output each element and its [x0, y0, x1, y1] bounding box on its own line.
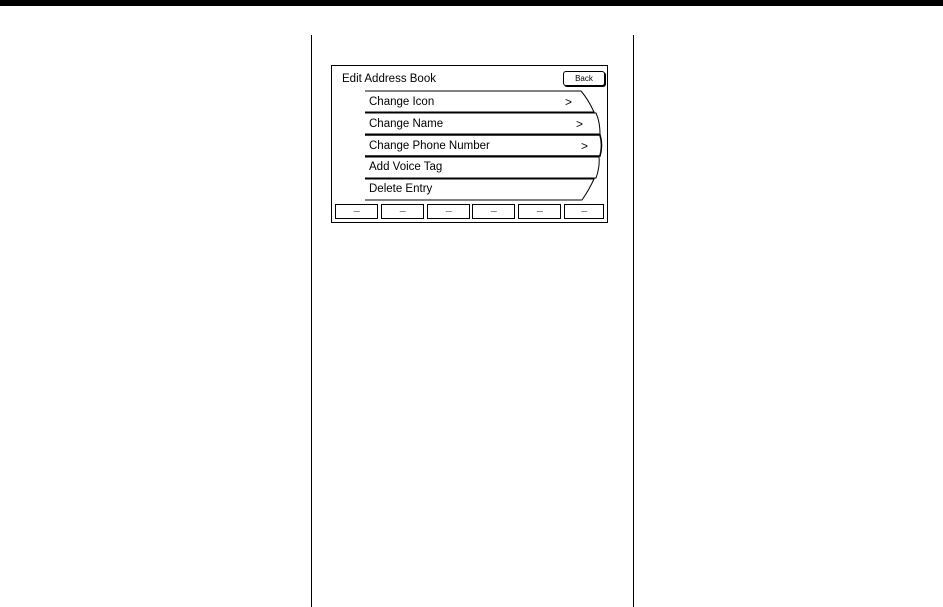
infotainment-screen: [331, 65, 608, 223]
menu-item-label: Add Voice Tag: [369, 161, 443, 173]
column-divider-right: [633, 35, 634, 607]
chevron-right-icon: >: [565, 95, 573, 109]
softkey-1[interactable]: ----: [335, 204, 378, 219]
softkey-bar: [335, 204, 604, 219]
softkey-5[interactable]: ----: [518, 204, 561, 219]
screen-title: Edit Address Book: [342, 73, 436, 85]
page-top-rule: [0, 0, 943, 6]
softkey-4[interactable]: ----: [472, 204, 515, 219]
chevron-right-icon: >: [581, 139, 589, 153]
softkey-2[interactable]: ----: [381, 204, 424, 219]
menu-item-label: Change Phone Number: [369, 140, 490, 152]
column-divider-left: [311, 35, 312, 607]
softkey-3[interactable]: ----: [427, 204, 470, 219]
back-button[interactable]: Back: [563, 71, 605, 86]
menu-item-label: Change Name: [369, 118, 444, 130]
softkey-6[interactable]: ----: [564, 204, 604, 219]
menu-item-label: Change Icon: [369, 96, 435, 108]
chevron-right-icon: >: [576, 117, 584, 131]
menu-item-label: Delete Entry: [369, 183, 433, 195]
